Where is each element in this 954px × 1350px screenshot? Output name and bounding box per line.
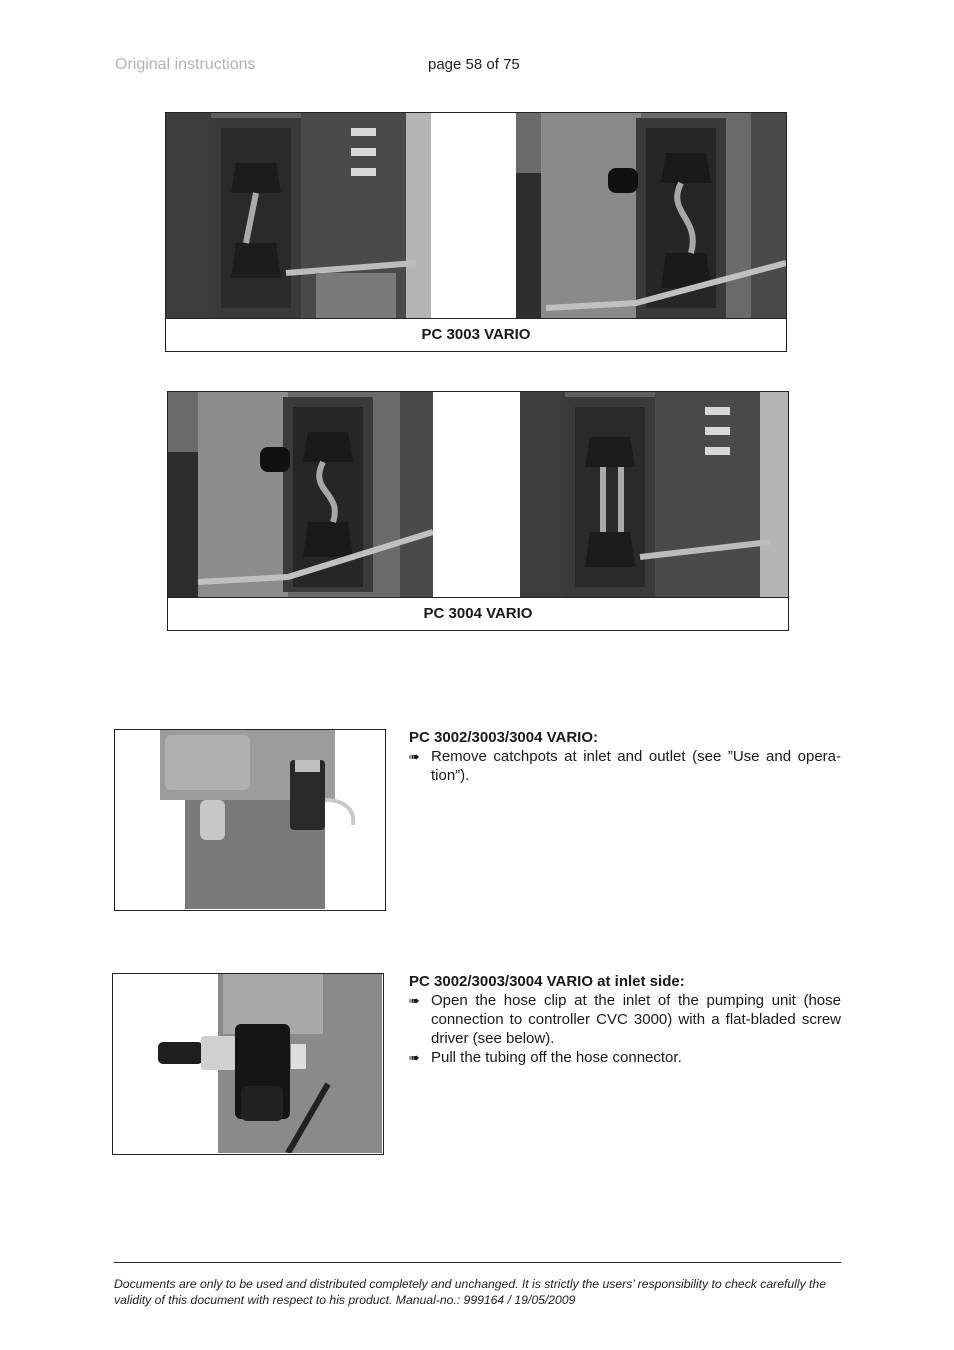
figure-pc3004: [167, 391, 789, 631]
figure-caption: PC 3003 VARIO: [421, 326, 531, 343]
right-arrow-icon: ➠: [409, 1050, 420, 1065]
list-item-text: Open the hose clip at the inlet of the pumping unit (hose connection to controller CVC 3000) with a flat-bladed screw driver (see below).: [431, 992, 841, 1047]
photo-pc3003-right: [516, 113, 786, 318]
section-title: PC 3002/3003/3004 VARIO at inlet side:: [409, 973, 685, 990]
photo-catchpots: [114, 729, 386, 911]
list-item-text: Remove catchpots at inlet and outlet (see ”Use and opera-tion”).: [431, 748, 841, 784]
section-remove-catchpots: [409, 728, 841, 785]
list-item-text: Pull the tubing off the hose connector.: [431, 1049, 682, 1066]
photo-pc3004-left: [168, 392, 433, 597]
list-item: [409, 991, 841, 1048]
figure-caption: PC 3004 VARIO: [423, 605, 533, 622]
figure-caption-divider: [168, 597, 788, 598]
right-arrow-icon: ➠: [409, 993, 420, 1008]
footer-divider: [114, 1262, 841, 1263]
figure-pc3003: [165, 112, 787, 352]
section-inlet-side: [409, 972, 841, 1067]
section-title: PC 3002/3003/3004 VARIO:: [409, 729, 599, 746]
page-number: page 58 of 75: [428, 56, 520, 73]
right-arrow-icon: ➠: [409, 749, 420, 764]
header-left-label: Original instructions: [115, 56, 256, 73]
list-item: [409, 747, 841, 785]
footer-disclaimer: Documents are only to be used and distributed completely and unchanged. It is strictly the users’ responsibility to check carefully the validity of this document with respect to his product. Manual-no.: 999164 / 19/05/2009: [114, 1277, 826, 1307]
list-item: [409, 1048, 841, 1067]
photo-pc3003-left: [166, 113, 431, 318]
photo-pc3004-right: [520, 392, 788, 597]
figure-caption-divider: [166, 318, 786, 319]
photo-hose-clip: [112, 973, 384, 1155]
